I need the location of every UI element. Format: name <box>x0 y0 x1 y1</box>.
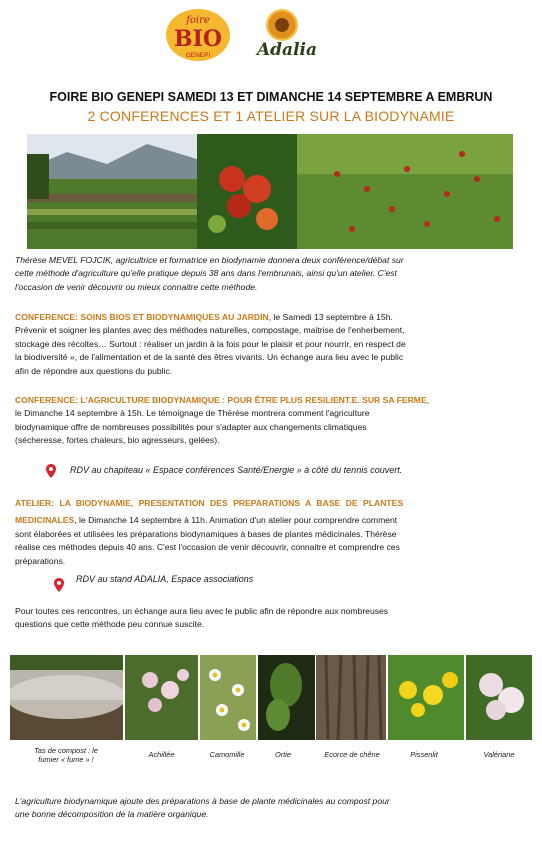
camomille-photo <box>200 655 256 740</box>
conference-1-section <box>15 311 523 378</box>
footer-line: L'agriculture biodynamique ajoute des préparations à base de plante médicinales au compost pour <box>15 796 390 806</box>
page-title: FOIRE BIO GENEPI SAMEDI 13 ET DIMANCHE 14 SEPTEMBRE A EMBRUN <box>49 90 493 104</box>
conference-2-heading: CONFERENCE: L'AGRICULTURE BIODYNAMIQUE : POUR ÊTRE PLUS RESILIENT.E. SUR SA FERME <box>15 395 427 405</box>
atelier-heading: ATELIER: LA BIODYNAMIE, PRESENTATION DES PREPARATIONS A BASE DE PLANTES <box>15 498 404 508</box>
svg-text:foire: foire <box>186 15 210 26</box>
foire-bio-genepi-logo <box>165 8 231 62</box>
pissenlit-photo <box>388 655 464 740</box>
atelier-line: préparations. <box>15 555 66 566</box>
oak-bark-photo <box>316 655 386 740</box>
apple-orchard-photo <box>297 134 513 249</box>
atelier-section <box>15 497 523 568</box>
conference-1-line: Prévenir et soigner les plantes avec des méthodes naturelles, compostage, maitrise de l'enherbement, <box>15 325 405 336</box>
conference-2-line: (sécheresse, fortes chaleurs, bio agresseurs, gelées). <box>15 435 220 446</box>
intro-paragraph <box>15 254 523 294</box>
closing-line: Pour toutes ces rencontres, un échange aura lieu avec le public afin de répondre aux nombreuses <box>15 606 389 616</box>
achillee-caption: Achillée <box>148 750 175 759</box>
ortie-caption: Ortie <box>274 750 291 759</box>
valeriane-photo <box>466 655 532 740</box>
intro-line: cette méthode d'agriculture qu'elle pratique depuis 38 ans dans l'embrunais, ainsi qu'un atelier. C'est <box>15 268 397 279</box>
atelier-line: réalise ces méthodes depuis 40 ans. C'est l'occasion de venir découvrir, connaitre et comprendre ces <box>15 542 400 553</box>
conference-2-section <box>15 394 523 448</box>
footer-paragraph <box>15 795 523 822</box>
top-photo-strip <box>27 134 513 249</box>
atelier-line: sont élaborées et utilisées les préparations biodynamiques à bases de plantes médicinales. Thérèse <box>15 528 397 539</box>
tomatoes-photo <box>197 134 297 249</box>
camomille-caption: Camomille <box>209 750 245 759</box>
ortie-photo <box>258 655 315 740</box>
compost-photo <box>10 655 123 740</box>
footer-line: une bonne décomposition de la matière organique. <box>15 809 209 820</box>
intro-line: Thérèse MEVEL FOJCIK, agricultrice et formatrice en biodynamie donnera deux conférence/débat sur <box>15 255 404 265</box>
intro-line: l'occasion de venir découvrir ou mieux connaitre cette méthode. <box>15 281 258 292</box>
caption-line: Tas de compost : le <box>34 746 98 755</box>
achillee-photo <box>125 655 198 740</box>
garden-field-photo <box>27 134 197 249</box>
location-pin-icon <box>54 578 64 592</box>
atelier-heading-end: MEDICINALES <box>15 515 75 526</box>
closing-paragraph <box>15 605 523 632</box>
atelier-date: , le Dimanche 14 septembre à 11h. Animation d'un atelier pour comprendre comment <box>74 515 398 526</box>
conference-1-heading: CONFERENCE: SOINS BIOS ET BIODYNAMIQUES AU JARDIN <box>15 312 269 322</box>
pissenlit-caption: Pissenlit <box>410 750 438 759</box>
caption-line: fumier « fume » ! <box>38 755 94 764</box>
compost-caption <box>12 746 120 764</box>
adalia-logo-text: Adalia <box>256 40 318 60</box>
page-subtitle: 2 CONFERENCES ET 1 ATELIER SUR LA BIODYNAMIE <box>87 108 455 124</box>
conference-1-line: la biodiversité », de l'alimentation et de la santé des êtres vivants. Un échange aura lieu avec le public <box>15 352 404 363</box>
conference-2-heading-tail: , <box>426 395 430 405</box>
closing-line: questions que cette méthode peu connue suscite. <box>15 619 205 630</box>
atelier-rdv: RDV au stand ADALIA, Espace associations <box>76 574 254 584</box>
adalia-sun-logo <box>266 9 298 41</box>
location-pin-icon <box>46 464 56 478</box>
conference-2-line: le Dimanche 14 septembre à 15h. Le témoignage de Thérèse montrera comment l'agriculture <box>15 408 370 419</box>
conference-1-date: , le Samedi 13 septembre à 15h. <box>268 312 393 322</box>
svg-text:GENEPI: GENEPI <box>185 52 211 59</box>
chene-caption: Ecorce de chêne <box>324 750 380 759</box>
conference-2-rdv: RDV au chapiteau « Espace conférences Santé/Energie » à côté du tennis couvert. <box>70 465 403 475</box>
valeriane-caption: Valériane <box>483 750 515 759</box>
conference-1-line: afin de répondre aux questions du public. <box>15 365 173 376</box>
conference-2-line: biodynamique offre de nombreuses possibilités pour s'adapter aux changements climatiques <box>15 421 367 432</box>
conference-1-line: stockage des récoltes… Surtout : réaliser un jardin à la fois pour le plaisir et pour nourrir, en respect de <box>15 338 406 349</box>
svg-text:BIO: BIO <box>173 26 223 52</box>
